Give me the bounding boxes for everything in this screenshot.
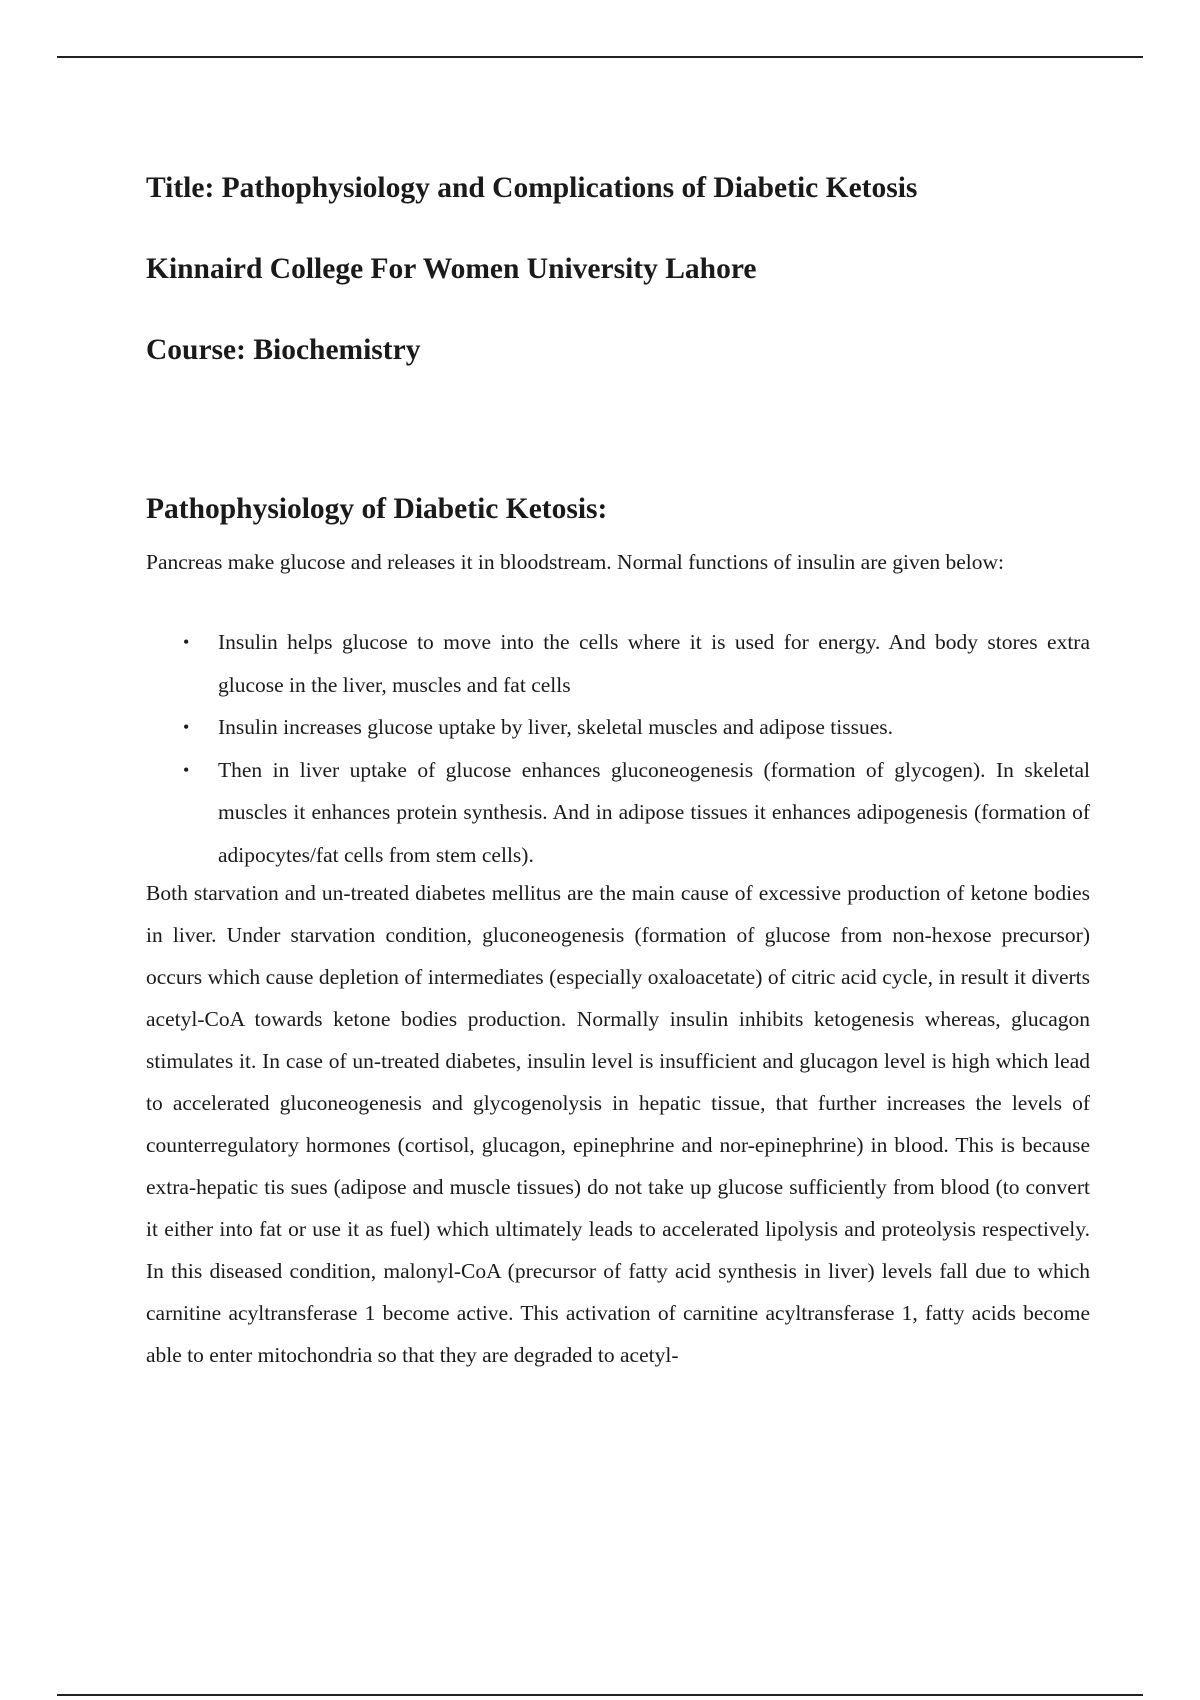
list-item-text: Then in liver uptake of glucose enhances gluconeogenesis (formation of glycogen). In skeletal muscles it enhances protein synthesis. And in adipose tissues it enhances adipogenesis (formation of adipocytes/fat cells from stem cells). [218, 757, 1090, 867]
bullet-icon: • [183, 717, 190, 737]
bullet-icon: • [183, 759, 190, 780]
intro-paragraph: Pancreas make glucose and releases it in bloodstream. Normal functions of insulin are given below: [146, 550, 1004, 574]
list-item-text: Insulin helps glucose to move into the cells where it is used for energy. And body stores extra glucose in the liver, muscles and fat cells [218, 630, 1090, 697]
insulin-functions-list [146, 621, 1090, 876]
bullet-icon: • [183, 632, 190, 652]
top-rule [57, 56, 1143, 58]
course-name: Course: Biochemistry [146, 334, 421, 366]
body-paragraph: Both starvation and un-treated diabetes mellitus are the main cause of excessive production of ketone bodies in liver. Under starvation condition, gluconeogenesis (formation of glucose from non-hexose precursor) occurs which cause depletion of intermediates (especially oxaloacetate) of citric acid cycle, in result it diverts acetyl-CoA towards ketone bodies production. Normally insulin inhibits ketogenesis whereas, glucagon stimulates it. In case of un-treated diabetes, insulin level is insufficient and glucagon level is high which lead to accelerated gluconeogenesis and glycogenolysis in hepatic tissue, that further increases the levels of counterregulatory hormones (cortisol, glucagon, epinephrine and nor-epinephrine) in blood. This is because extra-hepatic tis sues (adipose and muscle tissues) do not take up glucose sufficiently from blood (to convert it either into fat or use it as fuel) which ultimately leads to accelerated lipolysis and proteolysis respectively. In this diseased condition, malonyl-CoA (precursor of fatty acid synthesis in liver) levels fall due to which carnitine acyltransferase 1 become active. This activation of carnitine acyltransferase 1, fatty acids become able to enter mitochondria so that they are degraded to acetyl- [146, 881, 1090, 1367]
section-heading: Pathophysiology of Diabetic Ketosis: [146, 493, 608, 525]
bottom-rule [57, 1694, 1143, 1696]
document-title: Title: Pathophysiology and Complications of Diabetic Ketosis [146, 172, 918, 204]
list-item [146, 749, 1090, 877]
list-item [146, 706, 1090, 749]
institution-name: Kinnaird College For Women University Lahore [146, 253, 757, 285]
list-item [146, 621, 1090, 706]
list-item-text: Insulin increases glucose uptake by liver, skeletal muscles and adipose tissues. [218, 715, 894, 739]
